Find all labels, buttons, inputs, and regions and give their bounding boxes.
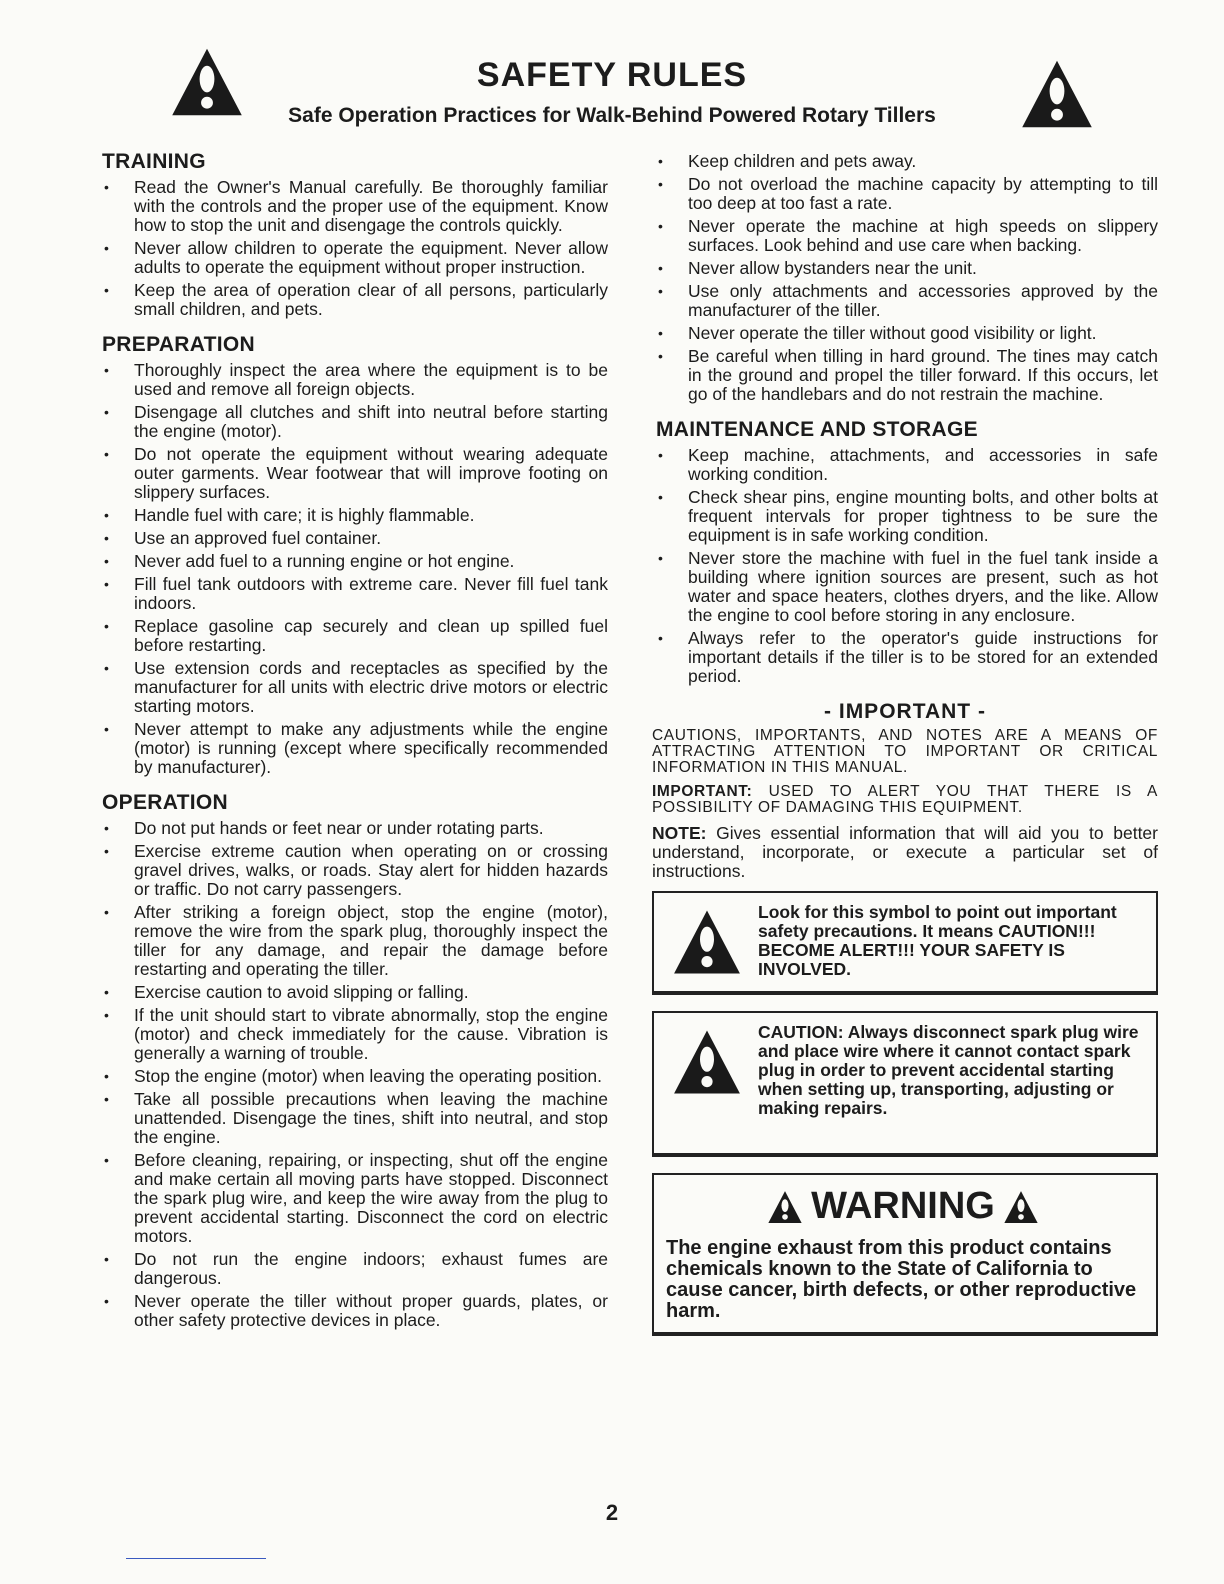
warning-heading: WARNING [811,1185,995,1227]
list-item: • Keep the area of operation clear of all persons, particularly small children, and pets. [98,281,608,319]
warning-triangle-icon [672,907,742,977]
list-item: • Stop the engine (motor) when leaving the operating position. [98,1067,608,1086]
list-item: • Use extension cords and receptacles as specified by the manufacturer for all units with electric drive motors or electric starting motors. [98,659,608,716]
warning-heading-row [666,1185,1140,1228]
symbol-notice-box [652,891,1158,995]
list-item: • Never allow bystanders near the unit. [652,259,1158,278]
list-item: • Never add fuel to a running engine or hot engine. [98,552,608,571]
list-item: • Be careful when tilling in hard ground. The tines may catch in the ground and propel the tiller forward. If this occurs, let go of the handlebars and do not restrain the machine. [652,347,1158,404]
list-item: • Always refer to the operator's guide instructions for important details if the tiller is to be stored for an extended period. [652,629,1158,686]
list-item: • Never attempt to make any adjustments while the engine (motor) is running (except where specifically recommended by manufacturer). [98,720,608,777]
caution-text: CAUTION: Always disconnect spark plug wire and place wire where it cannot contact spark plug in order to prevent accidental starting when setting up, transporting, adjusting or making repairs. [758,1022,1139,1118]
note-text: Gives essential information that will aid you to better understand, incorporate, or execute a particular set of instructions. [652,823,1158,881]
list-item: • Use an approved fuel container. [98,529,608,548]
list-item: • Handle fuel with care; it is highly flammable. [98,506,608,525]
warning-triangle-icon [1003,1190,1039,1224]
list-item: • Fill fuel tank outdoors with extreme care. Never fill fuel tank indoors. [98,575,608,613]
list-item: • Do not operate the equipment without wearing adequate outer garments. Wear footwear that will improve footing on slippery surfaces. [98,445,608,502]
list-item: • Exercise extreme caution when operating on or crossing gravel drives, walks, or roads. Stay alert for hidden hazards or traffic. Do not carry passengers. [98,842,608,899]
list-item: • Thoroughly inspect the area where the equipment is to be used and remove all foreign objects. [98,361,608,399]
list-item: • Check shear pins, engine mounting bolts, and other bolts at frequent intervals for proper tightness to be sure the equipment is in safe working condition. [652,488,1158,545]
note-label: NOTE: [652,823,707,843]
page-title: SAFETY RULES [476,56,748,94]
page-number: 2 [605,1500,619,1525]
important-label: IMPORTANT: [652,783,753,800]
list-item: • Exercise caution to avoid slipping or falling. [98,983,608,1002]
training-heading: TRAINING [102,150,206,173]
list-item: • Keep machine, attachments, and accessories in safe working condition. [652,446,1158,484]
list-item: • Never allow children to operate the equipment. Never allow adults to operate the equipment without proper instruction. [98,239,608,277]
note-definition [652,824,1158,881]
preparation-list [98,361,608,777]
left-column [98,142,608,1334]
list-item: • Use only attachments and accessories approved by the manufacturer of the tiller. [652,282,1158,320]
list-item: • Never operate the tiller without good visibility or light. [652,324,1158,343]
list-item: • After striking a foreign object, stop the engine (motor), remove the wire from the spark plug, thoroughly inspect the tiller for any damage, and repair the damage before restarting and operating the tiller. [98,903,608,979]
operation-list [98,819,608,1330]
caution-box [652,1011,1158,1157]
list-item: • Before cleaning, repairing, or inspecting, shut off the engine and make certain all moving parts have stopped. Disconnect the spark plug wire, and keep the wire away from the plug to prevent accidental starting. Disconnect the cord on electric motors. [98,1151,608,1246]
list-item: • If the unit should start to vibrate abnormally, stop the engine (motor) and check immediately for the cause. Vibration is generally a warning of trouble. [98,1006,608,1063]
warning-triangle-icon [767,1190,803,1224]
maintenance-list [652,446,1158,686]
list-item: • Never store the machine with fuel in the fuel tank inside a building where ignition sources are present, such as hot water and space heaters, clothes dryers, and the like. Allow the engine to cool before storing in any enclosure. [652,549,1158,625]
list-item: • Never operate the machine at high speeds on slippery surfaces. Look behind and use care when backing. [652,217,1158,255]
training-list [98,178,608,319]
list-item: • Never operate the tiller without proper guards, plates, or other safety protective devices in place. [98,1292,608,1330]
important-definition [652,784,1158,816]
operation-heading: OPERATION [102,791,228,814]
list-item: • Disengage all clutches and shift into neutral before starting the engine (motor). [98,403,608,441]
list-item: • Keep children and pets away. [652,152,1158,171]
preparation-heading: PREPARATION [102,333,256,356]
important-heading: - IMPORTANT - [824,700,986,723]
page-subtitle: Safe Operation Practices for Walk-Behind Powered Rotary Tillers [288,104,936,127]
list-item: • Do not put hands or feet near or under rotating parts. [98,819,608,838]
list-item: • Do not overload the machine capacity by attempting to till too deep at too fast a rate. [652,175,1158,213]
important-intro: CAUTIONS, IMPORTANTS, AND NOTES ARE A MEANS OF ATTRACTING ATTENTION TO IMPORTANT OR CRITICAL INFORMATION IN THIS MANUAL. [652,727,1158,776]
warning-box [652,1173,1158,1336]
symbol-notice-text: Look for this symbol to point out important safety precautions. It means CAUTION!!! BECOME ALERT!!! YOUR SAFETY IS INVOLVED. [758,902,1117,979]
list-item: • Do not run the engine indoors; exhaust fumes are dangerous. [98,1250,608,1288]
footer-rule [126,1558,266,1559]
list-item: • Read the Owner's Manual carefully. Be thoroughly familiar with the controls and the proper use of the equipment. Know how to stop the unit and disengage the controls quickly. [98,178,608,235]
maintenance-heading: MAINTENANCE AND STORAGE [656,418,978,441]
right-column [652,152,1158,1336]
list-item: • Take all possible precautions when leaving the machine unattended. Disengage the tines, shift into neutral, and stop the engine. [98,1090,608,1147]
warning-text: The engine exhaust from this product contains chemicals known to the State of California to cause cancer, birth defects, or other reproductive harm. [666,1237,1137,1322]
important-text: USED TO ALERT YOU THAT THERE IS A POSSIBILITY OF DAMAGING THIS EQUIPMENT. [652,783,1158,816]
list-item: • Replace gasoline cap securely and clean up spilled fuel before restarting. [98,617,608,655]
operation-continued-list [652,152,1158,404]
warning-triangle-icon [672,1027,742,1097]
